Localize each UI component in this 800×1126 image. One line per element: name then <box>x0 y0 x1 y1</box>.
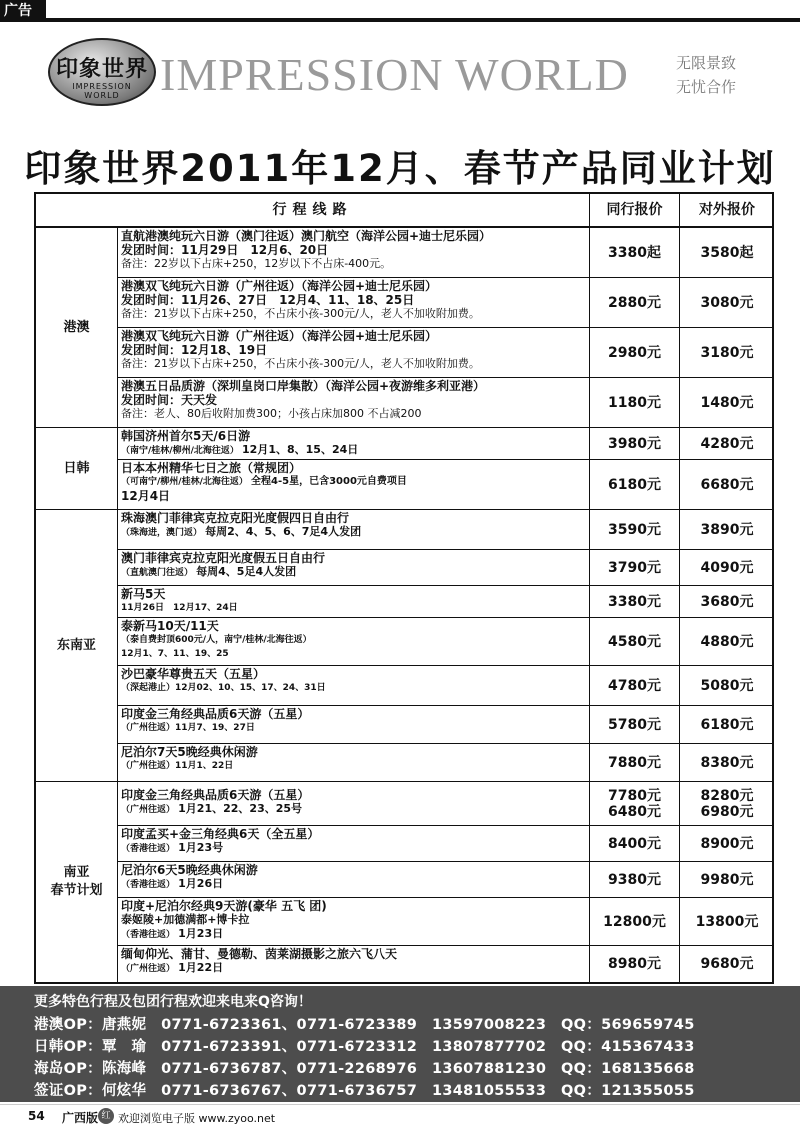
route-title: 印度金三角经典品质6天游（五星） <box>121 788 310 802</box>
trade-price-value: 9380元 <box>608 871 661 888</box>
public-price-value: 4880元 <box>700 633 754 650</box>
trade-price <box>590 782 680 825</box>
table-row <box>118 328 774 378</box>
public-price-value: 5080元 <box>700 677 754 694</box>
route-extra: 1月21、22、23、25号 <box>178 802 303 815</box>
footer-intro: 更多特色行程及包团行程欢迎来电来Q咨询！ <box>34 994 312 1010</box>
route-cell <box>118 782 590 825</box>
public-price <box>680 782 774 825</box>
trade-price <box>590 744 680 781</box>
route-cell <box>118 946 590 982</box>
route-title: 直航港澳纯玩六日游（澳门往返）澳门航空（海洋公园+迪士尼乐园） <box>121 229 492 243</box>
table-row <box>118 782 774 826</box>
header-public-price: 对外报价 <box>699 202 755 218</box>
route-cell <box>118 278 590 327</box>
slogan-line2: 无忧合作 <box>676 78 737 96</box>
route-cell <box>118 706 590 743</box>
trade-price-value: 4580元 <box>608 633 661 650</box>
public-price <box>680 428 774 459</box>
route-title: 日本本州精华七日之旅（常规团） <box>121 461 302 475</box>
public-price <box>680 460 774 509</box>
route-cell <box>118 328 590 377</box>
price-table <box>34 192 774 984</box>
route-extra: 1月22日 <box>178 961 224 974</box>
route-sub: （深起港止）12月02、10、15、17、24、31日 <box>121 683 326 693</box>
route-cell <box>118 826 590 861</box>
public-price-value: 3890元 <box>700 521 754 538</box>
route-title: 新马5天 <box>121 587 166 601</box>
trade-price <box>590 898 680 945</box>
route-cell <box>118 228 590 277</box>
route-note: 备注：21岁以下占床+250，不占床小孩-300元/人，老人不加收附加费。 <box>121 357 480 370</box>
table-row <box>118 586 774 618</box>
table-row <box>118 898 774 946</box>
trade-price <box>590 428 680 459</box>
trade-price-value: 2980元 <box>608 344 661 361</box>
region-name <box>50 864 102 900</box>
public-price <box>680 706 774 743</box>
route-extra: 全程4-5星，已含3000元自费项目 <box>251 476 407 487</box>
route-cell <box>118 460 590 509</box>
route-detail <box>121 525 586 540</box>
table-row <box>118 826 774 862</box>
route-date: 12月1、7、11、19、25 <box>121 649 229 659</box>
route-departure: 发团时间：11月26、27日 12月4、11、18、25日 <box>121 293 415 307</box>
public-price-value: 9980元 <box>700 871 754 888</box>
logo-en-line1: IMPRESSION <box>72 82 132 91</box>
route-title: 印度金三角经典品质6天游（五星） <box>121 707 310 721</box>
route-sub: （泰自费封顶600元/人，南宁/桂林/北海往返） <box>121 635 312 645</box>
route-title: 韩国济州首尔5天/6日游 <box>121 429 251 443</box>
trade-price-value: 3380元 <box>608 593 661 610</box>
trade-price <box>590 862 680 897</box>
trade-price-value: 3790元 <box>608 559 661 576</box>
public-price-value: 3180元 <box>700 344 754 361</box>
region-japan-korea: 日韩 <box>36 428 118 510</box>
route-title: 尼泊尔7天5晚经典休闲游 <box>121 745 258 759</box>
ad-label: 广告 <box>0 0 46 22</box>
public-price-value: 4280元 <box>700 435 754 452</box>
table-row <box>118 460 774 510</box>
table-row <box>118 862 774 898</box>
route-departure: 发团时间：11月29日 12月6、20日 <box>121 243 329 257</box>
header-trade-price: 同行报价 <box>590 194 680 226</box>
table-row <box>118 550 774 586</box>
logo-cn-text: 印象世界 <box>55 56 148 82</box>
route-sub: （广州往返） <box>121 805 176 815</box>
route-cell <box>118 586 590 617</box>
contact-line-island: 海岛OP：陈海峰 0771-6736787、0771-2268976 13607881230 QQ：168135668 <box>34 1061 695 1077</box>
route-cell <box>118 550 590 585</box>
route-sub: （香港往返） <box>121 844 176 854</box>
route-title: 港澳五日品质游（深圳皇岗口岸集散）（海洋公园+夜游维多利亚港） <box>121 379 486 393</box>
trade-price-value-2: 6480元 <box>608 803 661 820</box>
trade-price-value: 12800元 <box>603 913 666 930</box>
trade-price <box>590 328 680 377</box>
public-price-value: 6680元 <box>700 476 754 493</box>
website-link[interactable]: 欢迎浏览电子版 www.zyoo.net <box>118 1112 276 1125</box>
route-cell <box>118 378 590 427</box>
trade-price <box>590 826 680 861</box>
public-price-value: 4090元 <box>700 559 754 576</box>
public-price-value: 8380元 <box>700 754 754 771</box>
public-price <box>680 228 774 277</box>
table-row <box>118 618 774 666</box>
route-title: 尼泊尔6天5晚经典休闲游 <box>121 863 258 877</box>
trade-price-value: 4780元 <box>608 677 661 694</box>
table-row <box>118 946 774 982</box>
region-hk-macau: 港澳 <box>36 228 118 428</box>
route-title: 珠海澳门菲律宾克拉克阳光度假四日自由行 <box>121 511 350 525</box>
route-extra: 每周2、4、5、6、7足4人发团 <box>205 525 362 538</box>
route-note: 备注：老人、80后收附加费300；小孩占床加800 不占减200 <box>121 407 422 420</box>
route-cell <box>118 862 590 897</box>
public-price-value: 3580起 <box>700 244 754 261</box>
public-price <box>680 586 774 617</box>
route-sub: （南宁/桂林/柳州/北海往返） <box>121 446 239 456</box>
route-note: 备注：21岁以下占床+250，不占床小孩-300元/人，老人不加收附加费。 <box>121 307 480 320</box>
route-detail <box>121 877 586 892</box>
trade-price-value: 2880元 <box>608 294 661 311</box>
route-sub: （广州往返）11月7、19、27日 <box>121 723 255 733</box>
route-title: 沙巴豪华尊贵五天（五星） <box>121 667 266 681</box>
trade-price-value: 3380起 <box>608 244 661 261</box>
trade-price-value: 3590元 <box>608 521 661 538</box>
public-price-value: 1480元 <box>700 394 754 411</box>
public-price <box>680 550 774 585</box>
trade-price-value: 8400元 <box>608 835 661 852</box>
table-header <box>36 194 772 228</box>
trade-price <box>590 278 680 327</box>
route-title: 印度孟买+金三角经典6天（全五星） <box>121 827 320 841</box>
route-sub: （可南宁/柳州/桂林/北海往返） <box>121 477 248 487</box>
brand-title: IMPRESSION WORLD <box>160 49 629 100</box>
route-sub: （香港往返） <box>121 880 176 890</box>
route-extra: 12月1、8、15、24日 <box>242 443 359 456</box>
trade-price-value: 5780元 <box>608 716 661 733</box>
trade-price <box>590 666 680 705</box>
table-row <box>118 666 774 706</box>
page-edition: 广西版 <box>62 1111 99 1125</box>
region-southeast-asia: 东南亚 <box>36 510 118 782</box>
hong-logo-icon: 红 <box>98 1108 114 1124</box>
table-row <box>118 228 774 278</box>
route-cell <box>118 428 590 459</box>
region-name-line1: 南亚 <box>63 865 90 880</box>
public-price <box>680 618 774 665</box>
ad-bar <box>0 0 800 22</box>
trade-price <box>590 946 680 982</box>
public-price-value-2: 6980元 <box>700 803 754 820</box>
route-cell <box>118 510 590 549</box>
route-detail <box>121 802 586 817</box>
slogan-line1: 无限景致 <box>676 54 737 72</box>
route-detail <box>121 565 586 580</box>
public-price <box>680 744 774 781</box>
route-detail <box>121 475 586 489</box>
route-extra: 每周4、5足4人发团 <box>196 565 297 578</box>
table-row <box>118 510 774 550</box>
route-departure: 发团时间：天天发 <box>121 393 218 407</box>
trade-price-value: 1180元 <box>608 394 661 411</box>
route-extra: 1月26日 <box>178 877 224 890</box>
route-title: 澳门菲律宾克拉克阳光度假五日自由行 <box>121 551 326 565</box>
trade-price <box>590 228 680 277</box>
route-extra: 1月23号 <box>178 841 224 854</box>
contact-line-japan-korea: 日韩OP：覃 瑜 0771-6723391、0771-6723312 13807877702 QQ：415367433 <box>34 1039 695 1055</box>
contact-footer <box>0 986 800 1102</box>
route-cell <box>118 744 590 781</box>
table-row <box>118 744 774 782</box>
route-date: 12月4日 <box>121 489 171 503</box>
route-title: 港澳双飞纯玩六日游（广州往返）（海洋公园+迪士尼乐园） <box>121 329 438 343</box>
page-title: 印象世界2011年12月、春节产品同业计划 <box>24 147 776 190</box>
trade-price-value: 8980元 <box>608 956 661 972</box>
route-detail <box>121 443 586 458</box>
public-price <box>680 328 774 377</box>
public-price-value: 13800元 <box>695 913 759 930</box>
contact-line-visa: 签证OP：何炫华 0771-6736767、0771-6736757 13481055533 QQ：121355055 <box>34 1083 695 1099</box>
table-row <box>118 428 774 460</box>
header-route: 行程线路 <box>36 194 590 226</box>
trade-price <box>590 550 680 585</box>
route-cell <box>118 666 590 705</box>
public-price <box>680 666 774 705</box>
public-price <box>680 946 774 982</box>
public-price-value: 8280元 <box>700 787 754 804</box>
route-sub: （广州往返）11月1、22日 <box>121 761 234 771</box>
trade-price <box>590 706 680 743</box>
trade-price-value: 3980元 <box>608 435 661 452</box>
public-price <box>680 510 774 549</box>
contact-line-hk-macau: 港澳OP：唐燕妮 0771-6723361、0771-6723389 13597008223 QQ：569659745 <box>34 1017 695 1033</box>
public-price-value: 6180元 <box>700 716 754 733</box>
route-sub: 11月26日 12月17、24日 <box>121 603 238 613</box>
page-number: 54 <box>28 1109 45 1123</box>
trade-price <box>590 586 680 617</box>
route-detail <box>121 927 586 942</box>
route-title: 泰新马10天/11天 <box>121 619 219 633</box>
logo-en-line2: WORLD <box>84 91 120 100</box>
route-title: 港澳双飞纯玩六日游（广州往返）（海洋公园+迪士尼乐园） <box>121 279 438 293</box>
trade-price-value: 7780元 <box>608 787 661 804</box>
public-price-value: 3080元 <box>700 294 754 311</box>
public-price-value: 8900元 <box>700 835 754 852</box>
route-extra: 1月23日 <box>178 927 224 940</box>
route-subtitle: 泰姬陵+加德满都+博卡拉 <box>121 913 250 926</box>
trade-price <box>590 460 680 509</box>
trade-price-value: 6180元 <box>608 476 661 493</box>
region-south-asia-spring <box>36 782 118 982</box>
table-row <box>118 706 774 744</box>
public-price <box>680 826 774 861</box>
public-price-value: 3680元 <box>700 593 754 610</box>
public-price <box>680 898 774 945</box>
region-name-line2: 春节计划 <box>50 883 103 898</box>
trade-price-value: 7880元 <box>608 754 661 771</box>
impression-world-logo <box>48 38 156 106</box>
route-sub: （香港往返） <box>121 930 176 940</box>
route-detail <box>121 961 586 976</box>
public-price <box>680 862 774 897</box>
route-sub: （直航澳门往返） <box>121 568 194 578</box>
public-price-value: 9680元 <box>700 956 754 972</box>
public-price <box>680 378 774 427</box>
trade-price <box>590 378 680 427</box>
route-detail <box>121 841 586 856</box>
table-row <box>118 378 774 428</box>
route-note: 备注：22岁以下占床+250，12岁以下不占床-400元。 <box>121 257 392 270</box>
route-title: 缅甸仰光、蒲甘、曼德勒、茵莱湖摄影之旅六飞八天 <box>121 947 398 961</box>
page-footer <box>0 1104 800 1126</box>
route-sub: （珠海进，澳门返） <box>121 528 203 538</box>
route-cell <box>118 898 590 945</box>
route-title: 印度+尼泊尔经典9天游(豪华 五飞 团) <box>121 899 327 913</box>
route-sub: （广州往返） <box>121 964 176 974</box>
table-row <box>118 278 774 328</box>
trade-price <box>590 510 680 549</box>
route-departure: 发团时间：12月18、19日 <box>121 343 268 357</box>
trade-price <box>590 618 680 665</box>
public-price <box>680 278 774 327</box>
route-cell <box>118 618 590 665</box>
